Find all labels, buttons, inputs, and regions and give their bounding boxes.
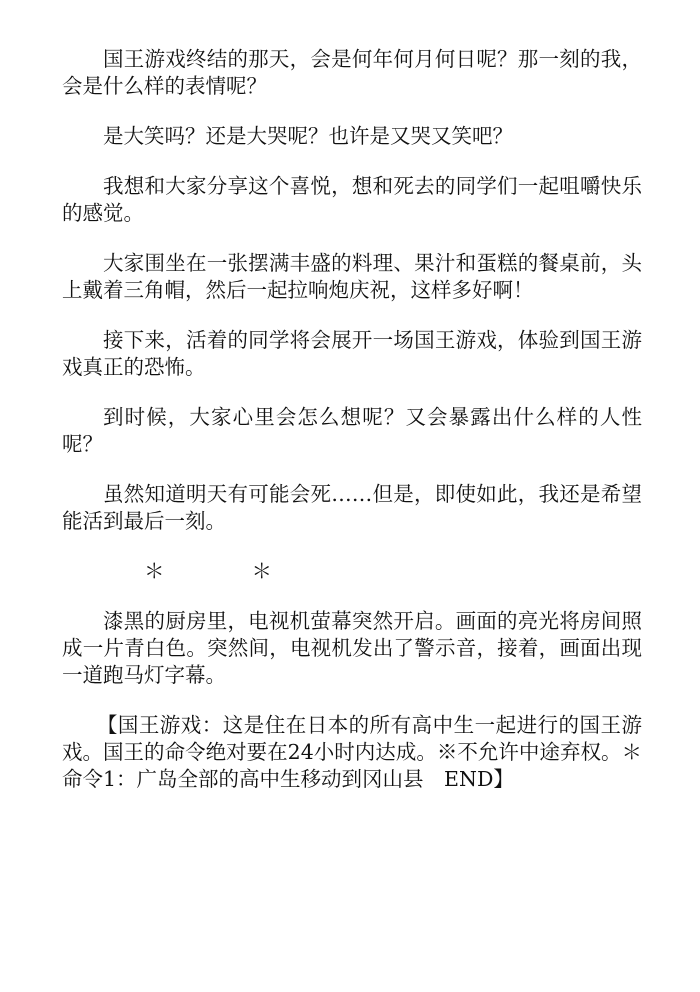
king-game-notice: 【国王游戏：这是住在日本的所有高中生一起进行的国王游戏。国王的命令绝对要在24小时内达成。※不允许中途弃权。＊命令1：广岛全部的高中生移动到冈山县 END】 [62,713,642,791]
scene-separator [62,558,642,585]
paragraph: 接下来，活着的同学将会展开一场国王游戏，体验到国王游戏真正的恐怖。 [62,328,642,379]
paragraph: 漆黑的厨房里，电视机萤幕突然开启。画面的亮光将房间照成一片青白色。突然间，电视机发出了警示音，接着，画面出现一道跑马灯字幕。 [62,609,642,687]
page-body [62,46,642,816]
paragraph: 国王游戏终结的那天，会是何年何月何日呢？那一刻的我，会是什么样的表情呢？ [62,47,642,98]
paragraph: 是大笑吗？还是大哭呢？也许是又哭又笑吧？ [103,124,513,148]
paragraph: 大家围坐在一张摆满丰盛的料理、果汁和蛋糕的餐桌前，头上戴着三角帽，然后一起拉响炮庆祝，这样多好啊！ [62,251,642,302]
separator-star-left: ＊ [144,559,165,583]
paragraph: 到时候，大家心里会怎么想呢？又会暴露出什么样的人性呢？ [62,405,642,456]
separator-star-right: ＊ [251,559,272,583]
paragraph: 我想和大家分享这个喜悦，想和死去的同学们一起咀嚼快乐的感觉。 [62,174,642,225]
paragraph: 虽然知道明天有可能会死……但是，即使如此，我还是希望能活到最后一刻。 [62,482,642,533]
